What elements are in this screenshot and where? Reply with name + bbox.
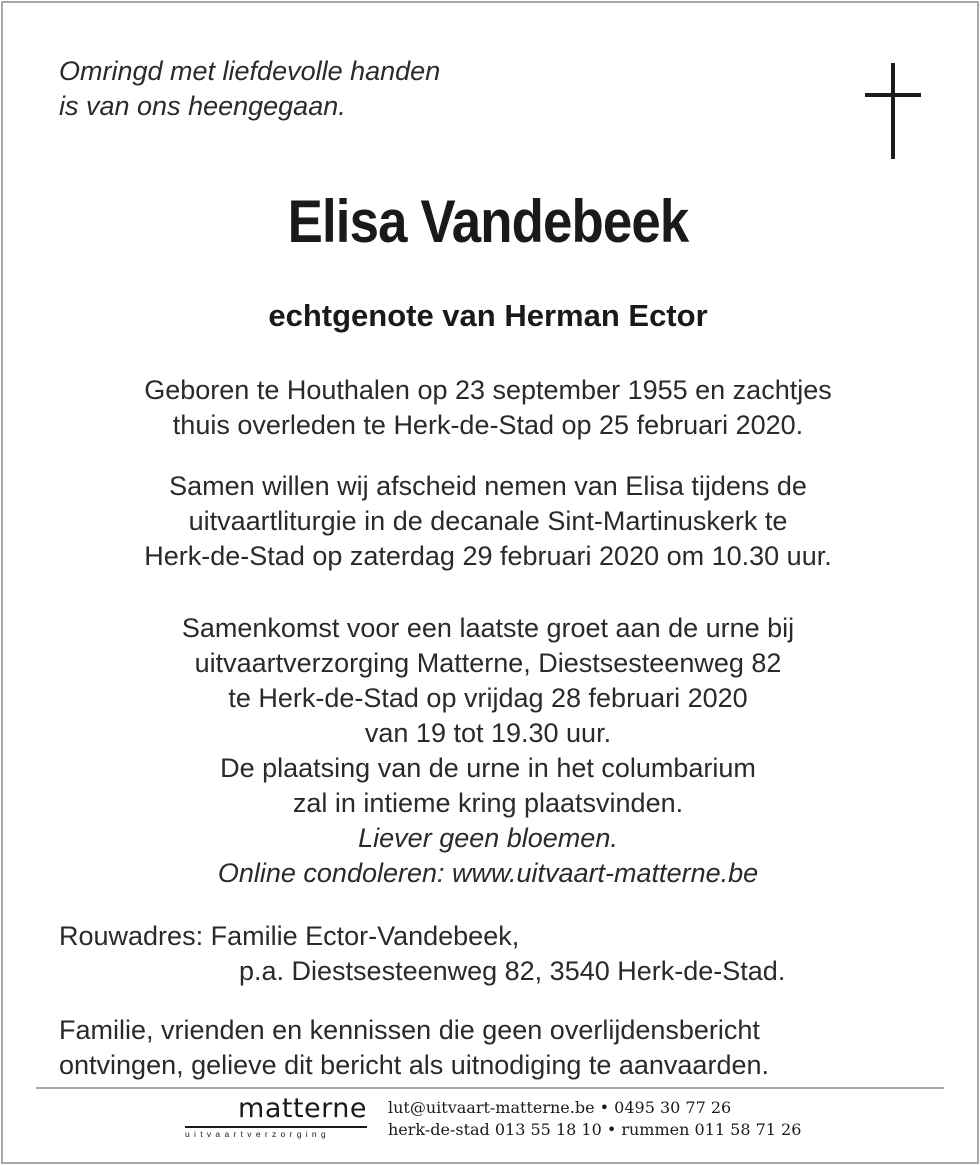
intro-line: is van ons heengegaan. [59,91,346,121]
paragraph-line: te Herk-de-Stad op vrijdag 28 februari 2020 [228,683,748,713]
invitation-paragraph [59,1013,769,1083]
mourning-address [59,919,785,989]
contact-line-offices: herk-de-stad 013 55 18 10 • rummen 011 58 71 26 [388,1120,802,1139]
spouse-line: echtgenote van Herman Ector [268,298,708,333]
address-line: Rouwadres: Familie Ector-Vandebeek, [59,921,520,951]
gathering-paragraph [0,611,976,891]
birth-death-paragraph [0,373,976,443]
paragraph-line: Samenkomst voor een laatste groet aan de urne bij [181,613,795,643]
cross-icon [865,63,921,159]
matterne-logo [185,1093,367,1143]
footer-contact [388,1097,801,1141]
logo-subtitle: uitvaartverzorging [185,1129,330,1139]
footer-divider [36,1087,944,1089]
paragraph-line: Samen willen wij afscheid nemen van Elisa tijdens de [169,471,807,501]
paragraph-line: Herk-de-Stad op zaterdag 29 februari 2020 om 10.30 uur. [144,541,832,571]
paragraph-line: van 19 tot 19.30 uur. [364,718,612,748]
paragraph-line: ontvingen, gelieve dit bericht als uitnodiging te aanvaarden. [59,1050,769,1080]
service-paragraph [0,469,976,574]
address-line: p.a. Diestsesteenweg 82, 3540 Herk-de-Stad. [239,956,786,986]
contact-line-email-phone[interactable]: lut@uitvaart-matterne.be • 0495 30 77 26 [388,1098,732,1117]
intro-text [59,54,440,124]
paragraph-line: Familie, vrienden en kennissen die geen overlijdensbericht [59,1015,760,1045]
deceased-name: Elisa Vandebeek [287,188,689,255]
no-flowers-note: Liever geen bloemen. [358,823,618,853]
logo-wordmark: matterne [238,1093,367,1124]
notice-frame [1,1,979,1164]
paragraph-line: uitvaartliturgie in de decanale Sint-Martinuskerk te [188,506,788,536]
paragraph-line: De plaatsing van de urne in het columbarium [220,753,756,783]
paragraph-line: uitvaartverzorging Matterne, Diestsesteenweg 82 [194,648,782,678]
intro-line: Omringd met liefdevolle handen [59,56,441,86]
paragraph-line: zal in intieme kring plaatsvinden. [292,788,684,818]
paragraph-line: thuis overleden te Herk-de-Stad op 25 februari 2020. [172,410,804,440]
online-condolence-link[interactable]: Online condoleren: www.uitvaart-matterne.be [217,858,759,888]
paragraph-line: Geboren te Houthalen op 23 september 1955 en zachtjes [144,375,832,405]
